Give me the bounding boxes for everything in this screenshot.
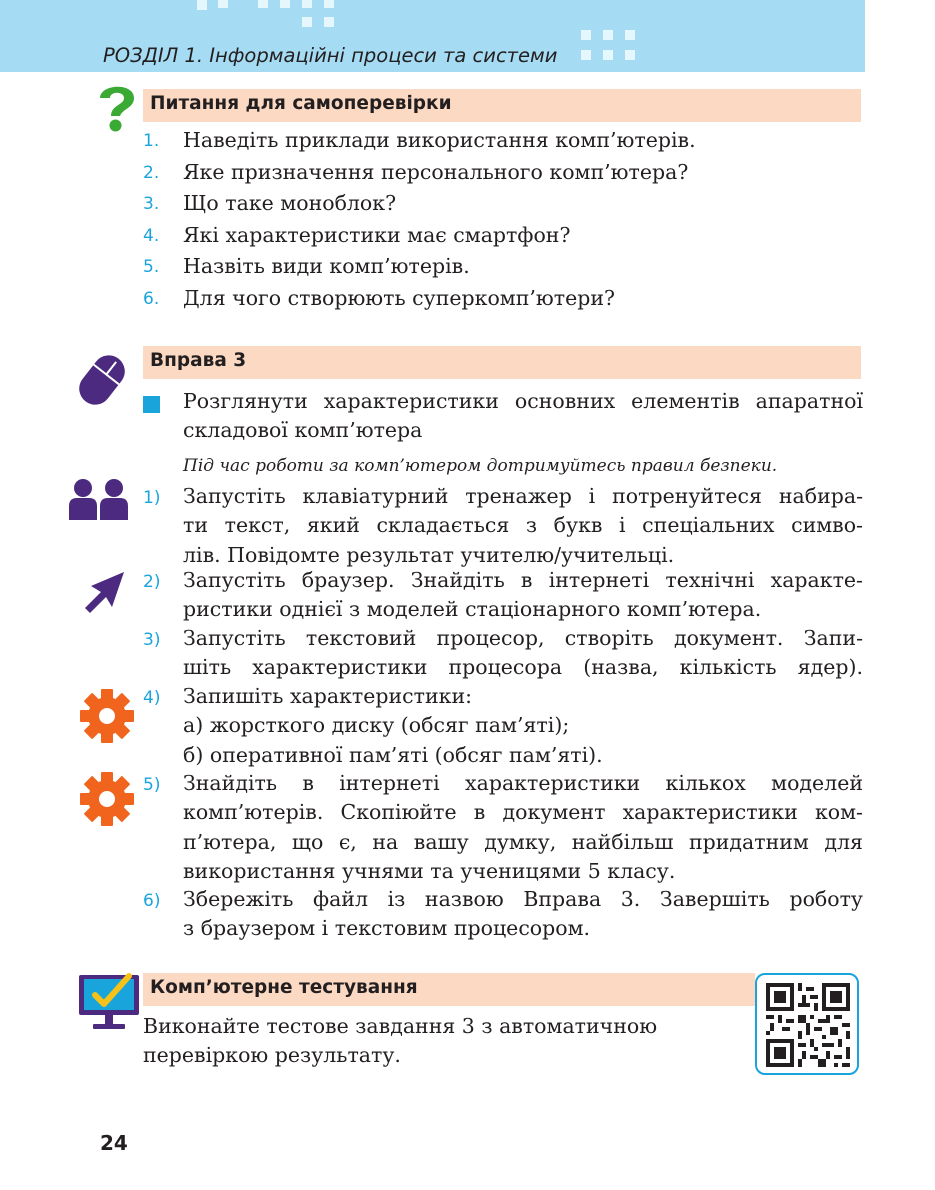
step-text — [183, 482, 863, 570]
step-line: а) жорсткого диску (обсяг пам’яті); — [183, 713, 570, 738]
step-number: 4) — [143, 688, 161, 708]
list-item — [143, 191, 863, 223]
question-text: Назвіть види комп’ютерів. — [183, 254, 470, 278]
question-text: Наведіть приклади використання комп’ютерів. — [183, 128, 696, 152]
arrow-pointer-icon — [82, 571, 126, 615]
question-text: Що таке моноблок? — [183, 191, 397, 215]
monitor-check-icon — [77, 973, 141, 1031]
step-line: Запустіть браузер. Знайдіть в інтернеті технічні характе- — [183, 568, 863, 592]
step-line: б) оперативної пам’яті (обсяг пам’яті). — [183, 742, 603, 767]
testing-header — [143, 973, 755, 1006]
self-check-header — [143, 89, 861, 122]
list-item — [143, 128, 863, 160]
list-item — [143, 286, 863, 318]
step-line: лів. Повідомте результат учителю/учительці. — [183, 542, 675, 567]
testing-text — [143, 1012, 743, 1071]
testing-line: Виконайте тестове завдання 3 з автоматичною — [143, 1014, 658, 1038]
step-text — [183, 885, 863, 944]
list-item — [143, 223, 863, 255]
pair-work-icon — [68, 478, 130, 520]
task-bullet — [143, 396, 160, 413]
step-line: Запустіть клавіатурний тренажер і потренуйтеся набира- — [183, 484, 863, 508]
exercise-task — [183, 387, 863, 446]
page-number: 24 — [100, 1131, 128, 1155]
gear-icon — [79, 688, 135, 744]
step-number: 2) — [143, 572, 161, 592]
question-number: 6. — [143, 288, 160, 309]
step-number: 3) — [143, 630, 161, 650]
testing-title: Комп’ютерне тестування — [150, 977, 418, 998]
step-line: ристики однієї з моделей стаціонарного комп’ютера. — [183, 597, 762, 622]
question-mark-icon — [92, 80, 142, 134]
step-text — [183, 682, 863, 770]
self-check-questions — [143, 128, 863, 317]
exercise-header — [143, 346, 861, 379]
self-check-title: Питання для самоперевірки — [150, 93, 452, 114]
step-line: ти текст, який складається з букв і спеціальних симво- — [183, 513, 863, 538]
step-number: 1) — [143, 488, 161, 508]
question-text: Яке призначення персонального комп’ютера? — [183, 159, 689, 184]
step-line: комп’ютерів. Скопіюйте в документ характеристики ком- — [183, 800, 863, 825]
question-number: 5. — [143, 257, 160, 277]
step-number: 5) — [143, 775, 161, 795]
safety-note: Під час роботи за комп’ютером дотримуйтесь правил безпеки. — [183, 456, 778, 476]
list-item — [143, 254, 863, 286]
task-line: складової комп’ютера — [183, 418, 423, 443]
step-line: Запишіть характеристики: — [183, 684, 473, 708]
qr-code-icon — [766, 983, 850, 1067]
question-number: 4. — [143, 225, 160, 246]
step-line: п’ютера, що є, на вашу думку, найбільш придатним для — [183, 829, 863, 854]
step-line: Запустіть текстовий процесор, створіть документ. Запи- — [183, 626, 863, 650]
mouse-icon — [72, 349, 132, 411]
list-item — [143, 160, 863, 192]
question-number: 1. — [143, 131, 160, 151]
question-number: 3. — [143, 194, 160, 214]
step-line: шіть характеристики процесора (назва, кількість ядер). — [183, 655, 863, 680]
step-line: з браузером і текстовим процесором. — [183, 916, 591, 941]
step-number: 6) — [143, 891, 161, 911]
step-line: використання учнями та ученицями 5 класу. — [183, 858, 676, 883]
step-text — [183, 566, 863, 625]
task-line: Розглянути характеристики основних елементів апаратної — [183, 389, 863, 413]
chapter-title: РОЗДІЛ 1. Інформаційні процеси та системи — [103, 44, 558, 67]
gear-icon — [79, 771, 135, 827]
qr-code-frame[interactable] — [755, 973, 859, 1075]
step-text — [183, 769, 863, 886]
step-line: Знайдіть в інтернеті характеристики кількох моделей — [183, 771, 863, 795]
exercise-title: Вправа 3 — [150, 350, 247, 371]
question-text: Які характеристики має смартфон? — [183, 222, 571, 247]
testing-line: перевіркою результату. — [143, 1043, 401, 1068]
step-text — [183, 624, 863, 683]
question-text: Для чого створюють суперкомп’ютери? — [183, 285, 616, 310]
question-number: 2. — [143, 162, 160, 183]
step-line: Збережіть файл із назвою Вправа 3. Завершіть роботу — [183, 887, 863, 911]
